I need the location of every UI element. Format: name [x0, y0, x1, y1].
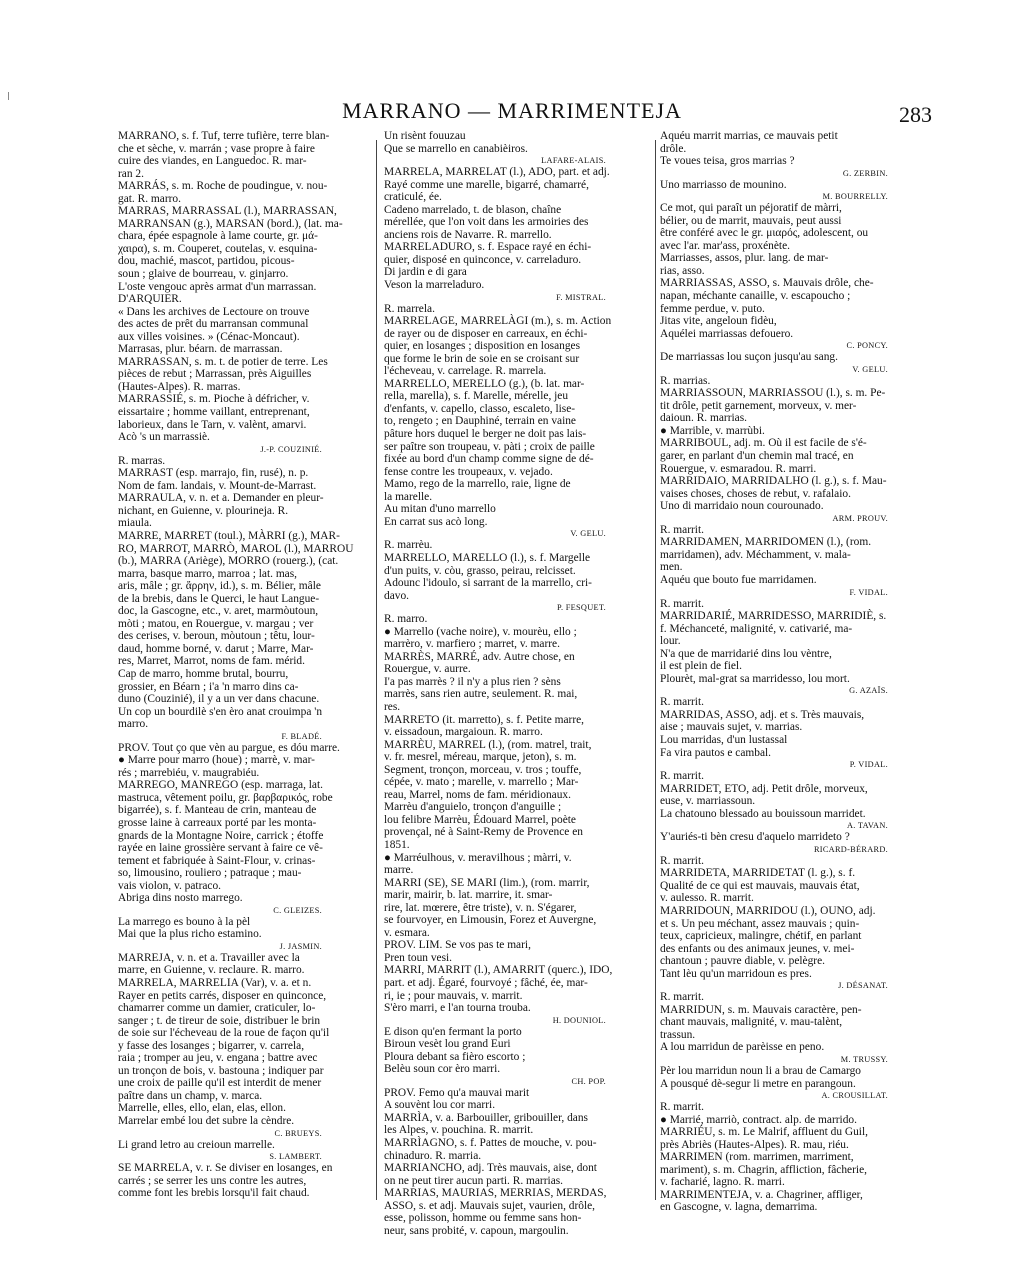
text-line: ● Marrible, v. marrùbi. — [660, 424, 765, 437]
text-line: chara, épée espagnole à lame courte, gr. μά- — [118, 230, 318, 243]
text-line: MARRIBOUL, adj. m. Où il est facile de s'é- — [660, 437, 867, 450]
text-line: comme font les brebis lorsqu'il fait chaud. — [118, 1187, 310, 1200]
citation-author: J. DÉSANAT. — [838, 981, 888, 991]
text-line: MARREJA, v. n. et a. Travailler avec la — [118, 951, 300, 964]
text-line: ● Marréulhous, v. meravilhous ; màrri, v. — [384, 851, 572, 864]
text-line: Mai que la plus richo estamino. — [118, 928, 262, 941]
citation-author: RICARD-BÉRARD. — [813, 844, 888, 854]
text-line: des actes de prêt du marransan communal — [118, 318, 309, 331]
citation-author: CH. POP. — [571, 1076, 606, 1086]
text-line: fixée au bord d'un champ comme signe de dé- — [384, 453, 594, 466]
text-line: La marrego es bouno à la pèl — [118, 915, 251, 928]
text-line: cépée, v. mato ; marelle, v. marrello ; Mar- — [384, 776, 579, 789]
text-line: MARRIDARIÉ, MARRIDESSO, MARRIDIÈ, s. — [660, 610, 887, 623]
text-line: grosse laine à carreaux porté par les monta- — [118, 816, 317, 829]
text-line: Que se marrello en canabièiros. — [384, 142, 528, 155]
text-line: sanger ; t. de tireur de soie, distribuer le brin — [118, 1014, 321, 1027]
text-line: R. marras. — [118, 454, 166, 467]
text-line: Marrèu d'anguielo, tronçon d'anguille ; — [384, 801, 562, 814]
text-line: De marriassas lou suçon jusqu'au sang. — [660, 351, 838, 364]
text-line: Plourèt, mal-grat sa marridesso, lou mort. — [660, 672, 850, 685]
text-line: A lou marridun de parèisse en peno. — [660, 1041, 825, 1054]
text-line: de la brebis, dans le Querci, le haut Langue- — [118, 592, 320, 605]
text-line: MARRAST (esp. marrajo, fin, rusé), n. p. — [118, 467, 309, 480]
text-line: vais violon, v. patraco. — [118, 879, 222, 892]
text-line: MARRI (SE), SE MARI (lim.), (rom. marrir, — [384, 876, 590, 889]
text-line: MARRELA, MARRELAT (l.), ADO, part. et adj. — [384, 166, 610, 179]
text-line: MARRIMENTEJA, v. a. Chagriner, affliger, — [660, 1188, 863, 1201]
column-divider — [376, 140, 377, 1200]
text-line: reau, Marrel, noms de fam. méridionaux. — [384, 788, 571, 801]
text-line: près Abriès (Hautes-Alpes). R. mau, riéu. — [660, 1138, 849, 1151]
text-line: MARRIDETA, MARRIDETAT (l. g.), s. f. — [660, 867, 856, 880]
text-line: ran 2. — [118, 167, 144, 180]
citation-author: M. BOURRELLY. — [822, 192, 888, 202]
text-line: miaula. — [118, 517, 152, 530]
text-line: chinaduro. R. marria. — [384, 1149, 482, 1162]
text-line: Mamo, rego de la marrello, raie, ligne de — [384, 478, 571, 491]
text-line: La chatouno blessado au bouissoun marridet. — [660, 807, 866, 820]
text-line: R. marrit. — [660, 991, 704, 1004]
citation-author: P. FESQUET. — [556, 603, 606, 613]
text-line: craticulé, ée. — [384, 191, 442, 204]
text-line: Marrelar embé lou det subre la cèndre. — [118, 1115, 295, 1128]
text-line: v. aulesso. R. marrit. — [660, 892, 754, 905]
text-line: drôle. — [660, 142, 687, 155]
text-line: y fasse des losanges ; bigarrer, v. carrela, — [118, 1039, 305, 1052]
text-line: mastruca, vêtement poilu, gr. βαρβαρικός, robe — [118, 791, 333, 804]
citation-author: F. MISTRAL. — [556, 292, 606, 302]
text-line: En carrat sus acò long. — [384, 515, 488, 528]
text-line: MARRÈS, MARRÉ, adv. Autre chose, en — [384, 650, 575, 663]
text-line: se fourvoyer, en Limousin, Forez et Auvergne, — [384, 914, 597, 927]
text-line: v. facharié, lagno. R. marri. — [660, 1176, 785, 1189]
text-line: d'un puits, v. còu, grasso, peirau, relcisset. — [384, 564, 576, 577]
text-line: mérellée, que l'on voit dans les armoiries des — [384, 216, 589, 229]
text-line: Y'auriés-ti bèn cresu d'aquelo marrideto ? — [660, 831, 850, 844]
text-line: daud, homme borné, v. darut ; Marre, Mar- — [118, 642, 314, 655]
text-line: MARRIDAS, ASSO, adj. et s. Très mauvais, — [660, 708, 865, 721]
text-line: MARRIDOUN, MARRIDOU (l.), OUNO, adj. — [660, 904, 876, 917]
text-line: E dison qu'en fermant la porto — [384, 1025, 522, 1038]
text-line: MARRIASSOUN, MARRIASSOU (l.), s. m. Pe- — [660, 387, 886, 400]
text-line: grossier, en Béarn ; i'a 'n marro dins ca- — [118, 680, 299, 693]
text-line: chant mauvais, malignité, v. mau-talènt, — [660, 1016, 843, 1029]
text-line: Rouergue, v. aurre. — [384, 663, 471, 676]
citation-author: V. GELU. — [570, 529, 606, 539]
text-line: raia ; tromper au jeu, v. engana ; battre avec — [118, 1052, 318, 1065]
citation-author: M. TRUSSY. — [840, 1055, 888, 1064]
text-line: Aquéu marrit marrias, ce mauvais petit — [660, 130, 838, 142]
text-line: PROV. LIM. Se vos pas te mari, — [384, 939, 531, 952]
text-line: Nom de fam. landais, v. Mount-de-Marrast. — [118, 479, 317, 492]
text-line: PROV. Femo qu'a mauvai marit — [384, 1086, 530, 1099]
text-line: RO, MARROT, MARRÒ, MAROL (l.), MARROU — [118, 542, 354, 555]
text-line: Biroun vesèt lou grand Euri — [384, 1038, 511, 1051]
text-line: rayée en laine grossière servant à faire ce vê- — [118, 842, 323, 855]
text-line: carrés ; se serrer les uns contre les autres, — [118, 1174, 307, 1187]
text-line: Di jardin e di gara — [384, 266, 467, 279]
text-line: MARRIANCHO, adj. Très mauvais, aise, dont — [384, 1162, 597, 1175]
text-line: ri, ie ; pour mauvais, v. marrit. — [384, 989, 523, 1002]
text-line: R. marro. — [384, 613, 428, 626]
text-line: N'a que de marridarié dins lou vèntre, — [660, 647, 832, 660]
text-line: marrèro, v. marfiero ; marret, v. marre. — [384, 638, 560, 651]
text-line: MARRASSAN, s. m. t. de potier de terre. Les — [118, 355, 328, 368]
text-line: vaises choses, choses de rebut, v. rafalaio. — [660, 487, 851, 500]
text-line: R. marrela. — [384, 302, 435, 315]
text-line: nichant, en Guienne, v. plourineja. R. — [118, 504, 289, 517]
text-line: ser paître son troupeau, v. pàti ; croix de paille — [384, 440, 595, 453]
text-line: R. marrias. — [660, 374, 711, 387]
citation-author: P. VIDAL. — [849, 760, 888, 770]
text-line: ● Marre pour marro (houe) ; marrè, v. mar- — [118, 754, 315, 767]
text-line: Belèu soun cor èro marri. — [384, 1063, 501, 1076]
text-line: Rouergue, v. esmaradou. R. marri. — [660, 462, 817, 475]
text-line: esse, polisson, homme ou femme sans hon- — [384, 1212, 582, 1225]
text-line: marridamen), adv. Méchamment, v. mala- — [660, 548, 851, 561]
text-line: que forme le brin de soie en se croisant sur — [384, 352, 580, 365]
text-line: des cerises, v. beroun, mòutoun ; têtu, lour- — [118, 630, 315, 643]
text-line: Aquélei marriassas defouero. — [660, 327, 794, 340]
text-line: eissartaire ; homme vaillant, entreprenant, — [118, 406, 310, 419]
text-line: MARRANSAN (g.), MARSAN (bord.), (lat. ma- — [118, 217, 343, 230]
text-line: Marrelle, elles, ello, elan, elas, ellon. — [118, 1102, 286, 1115]
text-line: Lou marridas, d'un lustassal — [660, 733, 788, 746]
text-line: MARRELA, MARRELIA (Var), v. a. et n. — [118, 977, 312, 989]
text-line: D'ARQUIER. — [118, 293, 182, 306]
text-line: trassun. — [660, 1028, 696, 1041]
text-line: res, Marret, Marrot, noms de fam. mérid. — [118, 655, 305, 668]
text-line: mòti ; matou, en Rouergue, v. margau ; ver — [118, 617, 314, 630]
text-line: napan, méchante canaille, v. escapoucho ; — [660, 290, 851, 303]
text-line: bigarrée), s. f. Manteau de crin, manteau de — [118, 804, 317, 817]
text-line: MARRIMEN (rom. marrimen, marriment, — [660, 1151, 854, 1164]
text-line: Uno marriasso de mounino. — [660, 178, 787, 191]
text-line: Cadeno marrelado, t. de blason, chaîne — [384, 203, 562, 216]
text-line: garer, en parlant d'un chemin mal tracé, en — [660, 450, 854, 463]
text-line: MARRELLO, MERELLO (g.), (b. lat. mar- — [384, 377, 585, 390]
text-line: MARRIAS, MAURIAS, MERRIAS, MERDAS, — [384, 1187, 607, 1200]
text-line: MARRIÉU, s. m. Le Malrif, affluent du Guil, — [660, 1126, 868, 1139]
text-line: être conféré avec le gr. μιαρός, adolescent, ou — [660, 227, 869, 240]
text-line: Acò 's un marrassiè. — [118, 431, 210, 444]
column-middle — [384, 130, 650, 1237]
citation-author: V. GELU. — [852, 364, 888, 374]
text-line: duno (Couzinié), il y a un ver dans chacune. — [118, 693, 320, 706]
text-line: teux, capricieux, malingre, chétif, en parlant — [660, 930, 862, 943]
text-line: marre, en Guienne, v. reclaure. R. marro. — [118, 964, 305, 977]
text-line: de rayer ou de disposer en carreaux, en échi- — [384, 327, 588, 340]
text-line: soun ; glaive de bourreau, v. ginjarro. — [118, 268, 289, 281]
text-line: cuire des viandes, en Languedoc. R. mar- — [118, 155, 307, 168]
text-line: en Gascogne, v. lagna, demarrima. — [660, 1201, 818, 1214]
text-line: Ploura debant sa fièro escorto ; — [384, 1050, 526, 1063]
text-line: Li grand letro au creioun marrelle. — [118, 1138, 275, 1151]
text-line: un tronçon de bois, v. bastouna ; indiquer par — [118, 1064, 324, 1077]
text-line: l'écheveau, v. carrelage. R. marrela. — [384, 365, 547, 378]
text-line: marro. — [118, 718, 149, 731]
text-line: de soie sur l'écheveau de la roue de façon qu'il — [118, 1027, 330, 1040]
column-right — [660, 130, 932, 1214]
page-number: 283 — [899, 102, 932, 127]
text-line: I'a pas marrès ? il n'y a plus rien ? sèns — [384, 675, 561, 688]
citation-author: F. BLADÉ. — [281, 731, 322, 741]
text-line: davo. — [384, 589, 409, 602]
text-line: MARRIDET, ETO, adj. Petit drôle, morveux, — [660, 782, 868, 795]
text-line: aux villes voisines. » (Cénac-Moncaut). — [118, 330, 300, 343]
text-line: MARRETO (it. marretto), s. f. Petite marre, — [384, 713, 585, 726]
text-line: la marelle. — [384, 490, 433, 503]
text-line: Un risènt fouuzau — [384, 130, 466, 142]
citation-author: H. DOUNIOL. — [552, 1015, 606, 1025]
citation-author: J.-P. COUZINIÉ. — [260, 444, 322, 454]
text-line: femme perdue, v. puto. — [660, 302, 765, 315]
text-line: Fa vira pautos e cambal. — [660, 746, 772, 759]
citation-author: F. VIDAL. — [849, 587, 888, 597]
citation-author: J. JASMIN. — [279, 941, 322, 951]
text-line: pâture hors duquel le berger ne doit pas lais- — [384, 428, 587, 441]
text-line: MARRANO, s. f. Tuf, terre tufière, terre blan- — [118, 130, 330, 142]
text-line: Adounc l'idoulo, si sarrant de la marrello, cri- — [384, 577, 592, 590]
text-line: Un cop un bourdilè s'en èro anat crouimpa 'n — [118, 705, 323, 718]
text-line: to, rengeto ; en Dauphiné, terrain en vaine — [384, 415, 576, 428]
text-line: so, limousino, rouliero ; patraque ; mau- — [118, 867, 302, 880]
text-line: MARRÌAGNO, s. f. Pattes de mouche, v. pou- — [384, 1137, 597, 1150]
text-line: mariment), s. m. Chagrin, affliction, fâcherie, — [660, 1163, 867, 1176]
text-line: Qualité de ce qui est mauvais, mauvais état, — [660, 879, 860, 892]
text-line: et s. Un peu méchant, assez mauvais ; quin- — [660, 917, 860, 930]
text-line: rire, lat. mœrere, être triste), v. n. S'égarer, — [384, 901, 577, 914]
text-line: R. marrit. — [660, 1101, 704, 1114]
text-line: MARRI, MARRIT (l.), AMARRIT (querc.), IDO, — [384, 964, 613, 977]
text-line: Pren toun vesi. — [384, 951, 453, 964]
text-line: MARRIDAIO, MARRIDALHO (l. g.), s. f. Mau- — [660, 475, 887, 488]
text-line: Aquéu que bouto fue marridamen. — [660, 573, 817, 586]
text-line: marrès, sans rien autre, seulement. R. mai, — [384, 688, 578, 701]
text-line: SE MARRELA, v. r. Se diviser en losanges, en — [118, 1162, 333, 1175]
text-line: gnards de la Montagne Noire, carrick ; étoffe — [118, 829, 324, 842]
text-line: ● Marrié, marriò, contract. alp. de marrido. — [660, 1113, 857, 1126]
text-line: Uno di marridaio noun courounado. — [660, 500, 824, 513]
text-line: MARRASSIÉ, s. m. Pioche à défricher, v. — [118, 393, 310, 406]
text-line: R. marrit. — [660, 696, 704, 709]
text-line: men. — [660, 561, 683, 574]
text-line: MARRELADURO, s. f. Espace rayé en échi- — [384, 241, 592, 254]
text-line: Au mitan d'uno marrello — [384, 503, 496, 516]
text-line: R. marrèu. — [384, 539, 433, 552]
text-line: part. et adj. Égaré, fourvoyé ; fâché, ée, mar- — [384, 977, 588, 989]
text-line: A pousqué dè-segur li metre en parangoun. — [660, 1077, 856, 1090]
text-line: Abriga dins nosto marrego. — [118, 892, 243, 905]
text-line: Cap de marro, homme brutal, bourru, — [118, 667, 289, 680]
text-line: MARRELAGE, MARRELÀGI (m.), s. m. Action — [384, 315, 612, 328]
text-line: laborieux, dans le Tarn, v. valènt, amarvi. — [118, 418, 307, 431]
text-line: res. — [384, 700, 401, 713]
text-line: d'enfants, v. capello, classo, escaleto, lise- — [384, 402, 576, 415]
text-line: bélier, ou de marrit, mauvais, peut aussi — [660, 214, 842, 227]
text-line: che et sèche, v. marrán ; vase propre à faire — [118, 142, 315, 155]
text-line: ASSO, s. et adj. Mauvais sujet, vaurien, drôle, — [384, 1199, 596, 1212]
text-line: quier, disposé en quinconce, v. carreladuro. — [384, 253, 582, 266]
text-line: v. fr. mesrel, méreau, marque, jeton), s. m. — [384, 751, 577, 764]
text-line: S'èro marri, e l'an tourna trouba. — [384, 1002, 531, 1015]
running-title: MARRANO — MARRIMENTEJA — [342, 98, 682, 123]
text-line: Marriasses, assos, plur. lang. de mar- — [660, 252, 829, 265]
citation-author: C. BRUEYS. — [274, 1128, 322, 1138]
text-line: MARRÁS, s. m. Roche de poudingue, v. nou- — [118, 180, 328, 193]
text-line: A souvènt lou cor marri. — [384, 1099, 496, 1112]
text-line: Te voues teisa, gros marrias ? — [660, 155, 795, 168]
citation-author: S. LAMBERT. — [269, 1152, 322, 1162]
text-line: rella, marella), s. f. Marelle, mérelle, jeu — [384, 390, 569, 403]
text-line: avec l'ar. mar'ass, proxénète. — [660, 239, 790, 252]
citation-author: C. GLEIZES. — [273, 905, 322, 915]
text-line: Rayé comme une marelle, bigarré, chamarré, — [384, 178, 589, 191]
text-line: Tant lèu qu'un marridoun es pres. — [660, 967, 812, 980]
citation-author: G. ZERBIN. — [842, 168, 888, 178]
text-line: MARRIASSAS, ASSO, s. Mauvais drôle, che- — [660, 277, 874, 290]
text-line: paître dans un champ, v. marca. — [118, 1089, 263, 1102]
text-line: tement et fabriquée à Saint-Flour, v. crinas- — [118, 854, 316, 867]
text-line: MARREGO, MANREGO (esp. marraga, lat. — [118, 779, 323, 792]
text-line: anciens rois de Navarre. R. marrello. — [384, 228, 552, 241]
text-line: MARRIDUN, s. m. Mauvais caractère, pen- — [660, 1003, 862, 1016]
text-line: Veson la marreladuro. — [384, 279, 485, 292]
text-line: rés ; marrebiéu, v. maugrabiéu. — [118, 766, 260, 779]
text-line: Ce mot, qui paraît un péjoratif de màrri, — [660, 202, 842, 215]
text-line: marra, basque marro, marroa ; lat. mas, — [118, 567, 298, 580]
text-line: 1851. — [384, 838, 410, 851]
text-line: marre. — [384, 864, 414, 877]
citation-author: A. CROUSILLAT. — [821, 1091, 888, 1101]
text-line: euse, v. marriassoun. — [660, 795, 756, 808]
text-line: Segment, tronçon, morceau, v. tros ; touffe, — [384, 763, 582, 776]
text-line: v. esmara. — [384, 926, 430, 939]
text-line: provençal, né à Saint-Remy de Provence en — [384, 826, 583, 839]
citation-author: LAFARE-ALAIS. — [541, 156, 606, 166]
text-line: les Alpes, v. pouchina. R. marrit. — [384, 1124, 534, 1137]
citation-author: A. TAVAN. — [847, 821, 888, 831]
text-line: aise ; mauvais sujet, v. marrias. — [660, 721, 803, 734]
text-line: aris, mâle ; gr. ἄρρην, id.), s. m. Bélier, mâle — [118, 580, 321, 593]
text-line: des enfants ou des animaux jeunes, v. mei- — [660, 942, 855, 955]
text-line: Pèr lou marridun noun li a brau de Camargo — [660, 1065, 861, 1077]
text-line: dou, machié, mascot, partidou, picous- — [118, 255, 295, 268]
text-line: tit drôle, petit garnement, morveux, v. mer- — [660, 399, 857, 412]
text-line: gat. R. marro. — [118, 192, 181, 205]
text-line: « Dans les archives de Lectoure on trouve — [118, 305, 310, 318]
text-line: lou felibre Marrèu, Édouard Marrel, poète — [384, 813, 576, 826]
text-line: f. Méchanceté, malignité, v. cativarié, ma- — [660, 622, 853, 635]
text-line: quier, en losanges ; disposition en losanges — [384, 340, 581, 353]
text-line: fense contre les troupeaux, v. vejado. — [384, 465, 553, 478]
citation-author: G. AZAÏS. — [849, 686, 888, 696]
text-line: chantoun ; pauvre diable, v. pelègre. — [660, 955, 825, 968]
text-line: il est plein de fiel. — [660, 660, 742, 673]
text-line: R. marrit. — [660, 770, 704, 783]
text-line: Rayer en petits carrés, disposer en quinconce, — [118, 989, 327, 1002]
text-line: on ne peut tirer aucun parti. R. marrias. — [384, 1174, 564, 1187]
column-left — [118, 130, 366, 1200]
column-divider — [655, 140, 656, 1200]
text-line: rias, asso. — [660, 264, 705, 277]
text-line: MARRÈU, MARREL (l.), (rom. matrel, trait, — [384, 738, 592, 751]
text-line: ● Marrello (vache noire), v. mourèu, ello ; — [384, 625, 577, 638]
text-line: Marrasas, plur. béarn. de marrassan. — [118, 343, 283, 356]
text-line: PROV. Tout ço que vèn au pargue, es dóu marre. — [118, 741, 340, 754]
citation-author: ARM. PROUV. — [832, 513, 888, 523]
text-line: L'oste vengouc après armat d'un marrassan. — [118, 280, 317, 293]
text-line: MARRÌA, v. a. Barbouiller, gribouiller, dans — [384, 1111, 588, 1124]
text-line: une croix de paille qu'il est interdit de mener — [118, 1077, 322, 1090]
text-line: v. eissadoun, margaioun. R. marro. — [384, 726, 543, 739]
text-line: marir, mairir, b. lat. marrire, it. smar- — [384, 889, 553, 902]
text-line: pièces de rebut ; Marrassan, près Aiguilles — [118, 368, 312, 381]
text-line: MARRAS, MARRASSAL (l.), MARRASSAN, — [118, 205, 337, 218]
text-line: (b.), MARRA (Ariège), MORRO (rouerg.), (cat. — [118, 555, 339, 568]
text-line: (Hautes-Alpes). R. marras. — [118, 380, 241, 393]
text-line: R. marrit. — [660, 854, 704, 867]
text-line: MARRIDAMEN, MARRIDOMEN (l.), (rom. — [660, 536, 872, 549]
text-line: χαιρα), s. m. Couperet, coutelas, v. esquina- — [118, 242, 318, 255]
text-line: Jitas vite, angeloun fidèu, — [660, 315, 777, 328]
text-line: daioun. R. marrias. — [660, 412, 747, 425]
text-line: lour. — [660, 635, 681, 648]
text-line: MARRE, MARRET (toul.), MÀRRI (g.), MAR- — [118, 529, 340, 542]
text-line: MARRELLO, MARELLO (l.), s. f. Margelle — [384, 551, 591, 564]
text-line: doc, la Gascogne, etc., v. aret, marmòutoun, — [118, 605, 319, 618]
text-line: neur, sans probité, v. capoun, margoulin. — [384, 1224, 569, 1237]
citation-author: C. PONCY. — [846, 341, 888, 351]
text-line: R. marrit. — [660, 597, 704, 610]
text-line: chamarrer comme un damier, craticuler, lo- — [118, 1002, 316, 1015]
text-line: MARRAULA, v. n. et a. Demander en pleur- — [118, 492, 324, 505]
text-line: R. marrit. — [660, 523, 704, 536]
